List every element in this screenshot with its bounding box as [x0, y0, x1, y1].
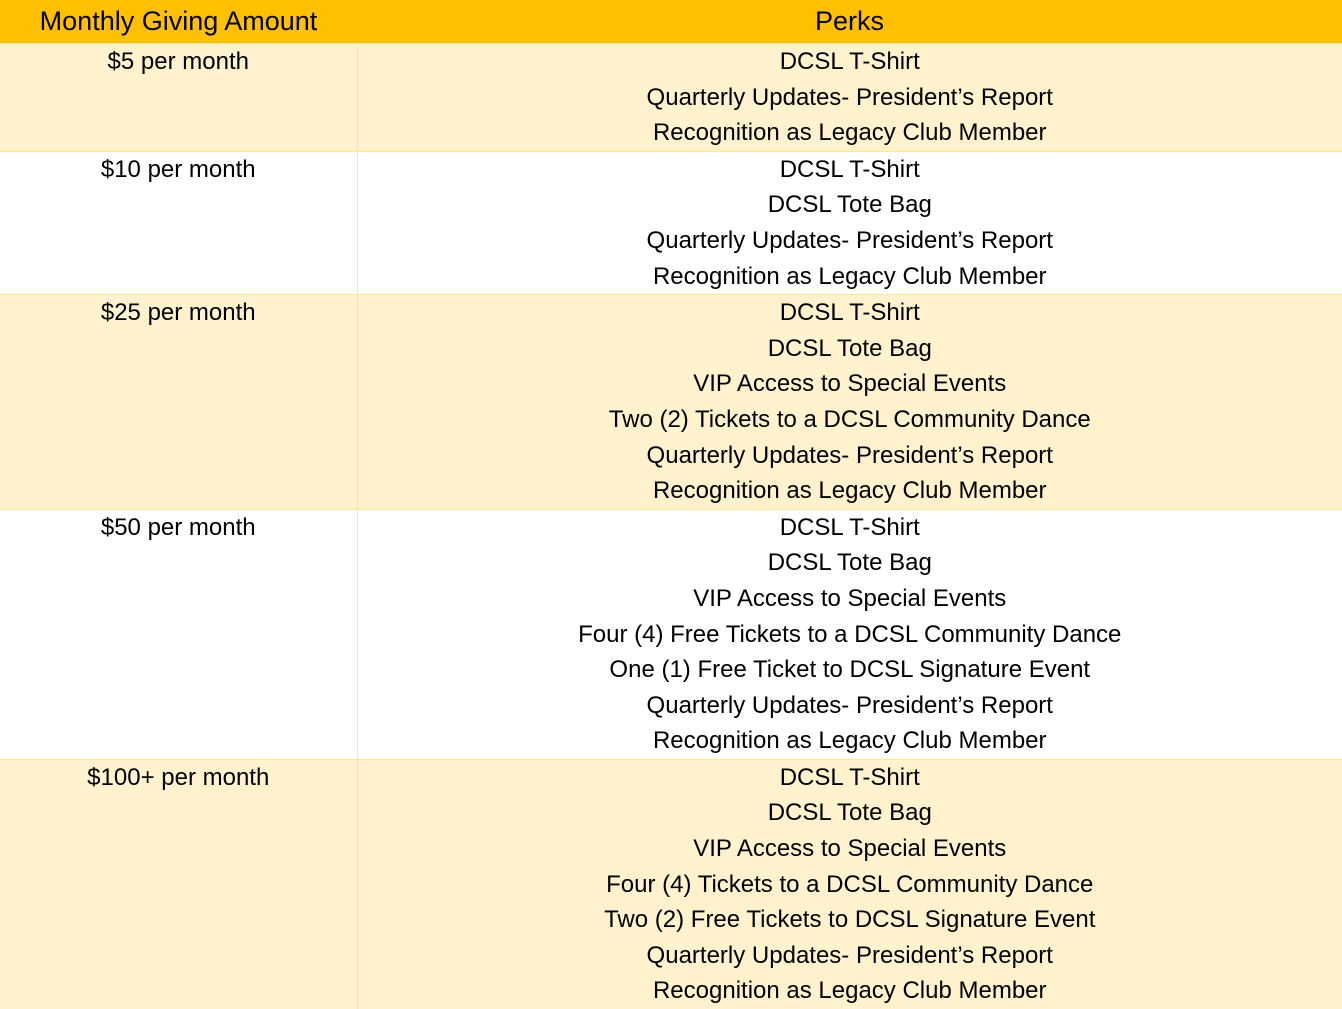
amount-cell: [0, 44, 357, 152]
amount-text: $10 per month: [100, 155, 256, 183]
amount-cell: [0, 759, 357, 1009]
amount-text: $5 per month: [107, 48, 249, 75]
perk-item: DCSL T-Shirt: [779, 513, 920, 541]
perk-item: DCSL Tote Bag: [767, 549, 932, 577]
amount-text: $25 per month: [100, 299, 256, 327]
perk-item: Quarterly Updates- President’s Report: [646, 83, 1053, 111]
perk-item: DCSL T-Shirt: [779, 48, 920, 75]
perk-item: Quarterly Updates- President’s Report: [646, 226, 1053, 254]
perk-item: VIP Access to Special Events: [693, 835, 1007, 863]
table-row: [0, 151, 1342, 294]
perk-item: DCSL T-Shirt: [779, 299, 920, 327]
perk-item: Recognition as Legacy Club Member: [652, 477, 1047, 505]
perks-cell: [357, 295, 1342, 510]
perk-item: Quarterly Updates- President’s Report: [646, 941, 1053, 969]
amount-text: $100+ per month: [87, 763, 270, 791]
perk-item: VIP Access to Special Events: [693, 584, 1007, 612]
amount-cell: [0, 509, 357, 759]
table-row: [0, 509, 1342, 759]
perk-item: Two (2) Tickets to a DCSL Community Dance: [608, 405, 1091, 433]
perk-item: DCSL Tote Bag: [767, 191, 932, 219]
perks-cell: [357, 151, 1342, 294]
perk-item: Recognition as Legacy Club Member: [652, 262, 1047, 290]
perks-cell: [357, 509, 1342, 759]
perk-item: DCSL Tote Bag: [767, 334, 932, 362]
perk-item: DCSL T-Shirt: [779, 155, 920, 183]
perk-item: DCSL Tote Bag: [767, 799, 932, 827]
perk-item: Recognition as Legacy Club Member: [652, 977, 1047, 1005]
perk-item: Quarterly Updates- President’s Report: [646, 691, 1053, 719]
perk-item: Four (4) Tickets to a DCSL Community Dance: [606, 870, 1094, 898]
perk-item: Recognition as Legacy Club Member: [652, 727, 1047, 755]
amount-cell: [0, 151, 357, 294]
perk-item: One (1) Free Ticket to DCSL Signature Event: [609, 656, 1091, 684]
header-perks: Perks: [357, 0, 1342, 44]
perk-item: VIP Access to Special Events: [693, 370, 1007, 398]
table-row: [0, 44, 1342, 152]
perk-item: Two (2) Free Tickets to DCSL Signature Event: [604, 906, 1096, 934]
table-row: [0, 759, 1342, 1009]
perk-item: Four (4) Free Tickets to a DCSL Community Dance: [578, 620, 1122, 648]
perk-item: Recognition as Legacy Club Member: [652, 119, 1047, 147]
table-header-row: [0, 0, 1342, 44]
header-monthly-giving-amount: Monthly Giving Amount: [0, 0, 357, 44]
table-row: [0, 295, 1342, 510]
perk-item: DCSL T-Shirt: [779, 763, 920, 791]
perk-item: Quarterly Updates- President’s Report: [646, 441, 1053, 469]
amount-cell: [0, 295, 357, 510]
amount-text: $50 per month: [100, 513, 256, 541]
perks-cell: [357, 759, 1342, 1009]
perks-cell: [357, 44, 1342, 152]
